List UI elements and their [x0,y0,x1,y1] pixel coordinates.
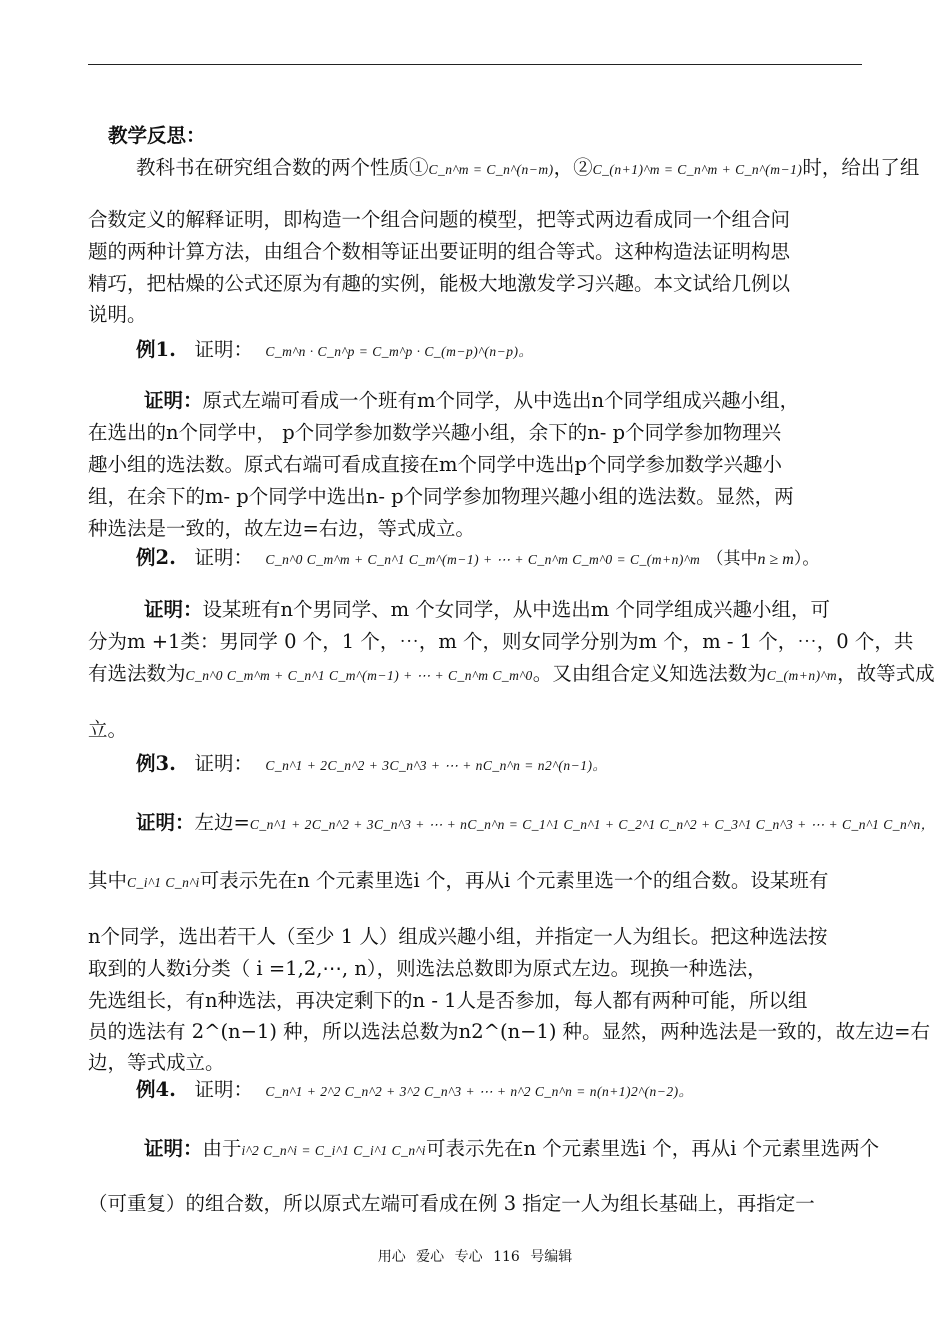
example-1-proof-line-1 [144,389,799,413]
formula: C_i^1 C_n^i [127,875,200,890]
example-3-statement [136,752,607,778]
proof-text: 有选法数为 [88,662,186,685]
condition-close: ）。 [793,549,820,569]
header-rule [88,64,862,65]
formula: C_n^1 + 2^2 C_n^2 + 3^2 C_n^3 + ⋯ + n^2 C_n^n = n(n+1)2^(n−2)。 [265,1084,693,1099]
formula: C_n^0 C_m^m + C_n^1 C_m^(m−1) + ⋯ + C_n^m C_m^0 [185,668,533,683]
example-3-proof-line-4: 取到的人数i分类（ i =1,2,⋯, n），则选法总数即为原式左边。现换一种选法， [88,957,767,980]
formula-property-1: C_n^m = C_n^(n−m) [428,162,554,177]
example-label: 例4. [136,1078,176,1101]
proof-label: 证明： [144,1137,203,1160]
formula: i^2 C_n^i = C_i^1 C_i^1 C_n^i [241,1143,427,1158]
example-1-proof-line-2: 在选出的n个同学中， p个同学参加数学兴趣小组，余下的n- p个同学参加物理兴 [88,421,782,444]
formula: C_m^n · C_n^p = C_m^p · C_(m−p)^(n−p)。 [265,344,533,359]
example-4-proof-line-2: （可重复）的组合数，所以原式左端可看成在例 3 指定一人为组长基础上，再指定一 [88,1192,815,1215]
intro-text: 时，给出了组 [802,156,920,179]
proof-label: 证明： [144,598,203,621]
proof-text: ，故等式成 [837,662,935,685]
example-3-proof-line-3: n个同学，选出若干人（至少 1 人）组成兴趣小组，并指定一人为组长。把这种选法按 [88,925,828,948]
example-4-statement [136,1078,693,1104]
example-1-proof-line-4: 组，在余下的m- p个同学中选出n- p个同学参加物理兴趣小组的选法数。显然，两 [88,485,794,508]
proof-text: 。又由组合定义知选法数为 [532,662,767,685]
formula-property-2: C_(n+1)^m = C_n^m + C_n^(m−1) [592,162,803,177]
proof-label: 证明： [144,389,203,412]
prove-label: 证明： [194,338,253,361]
example-label: 例1. [136,338,176,361]
condition-open: （其中 [706,549,758,569]
formula: C_(m+n)^m [766,668,838,683]
proof-text: 左边= [194,811,250,834]
proof-text: 其中 [88,869,128,892]
prove-label: 证明： [194,752,253,775]
condition-formula: n ≥ m [757,551,794,568]
example-2-proof-line-4: 立。 [88,718,128,741]
intro-line-1 [136,156,919,182]
example-3-proof-line-2 [88,869,828,895]
formula: C_n^0 C_m^m + C_n^1 C_m^(m−1) + ⋯ + C_n^m C_m^0 = C_(m+n)^m [265,552,701,567]
example-1-proof-line-3: 趣小组的选法数。原式右端可看成直接在m个同学中选出p个同学参加数学兴趣小 [88,453,782,476]
proof-text: 设某班有n个男同学、m 个女同学，从中选出m 个同学组成兴趣小组，可 [202,598,830,621]
example-2-proof-line-1 [144,598,830,622]
intro-line-3: 题的两种计算方法，由组合个数相等证出要证明的组合等式。这种构造法证明构思 [88,240,791,263]
example-1-statement [136,338,533,364]
example-4-proof-line-1 [144,1137,879,1163]
section-heading: 教学反思： [108,124,206,147]
intro-line-2: 合数定义的解释证明，即构造一个组合问题的模型，把等式两边看成同一个组合问 [88,208,791,231]
intro-text: 教科书在研究组合数的两个性质① [136,156,429,179]
proof-text: 可表示先在n 个元素里选i 个，再从i 个元素里选一个的组合数。设某班有 [199,869,829,892]
intro-line-5: 说明。 [88,303,147,326]
prove-label: 证明： [194,1078,253,1101]
proof-text: 原式左端可看成一个班有m个同学，从中选出n个同学组成兴趣小组， [202,389,800,412]
example-3-proof-line-1 [136,811,935,837]
example-label: 例3. [136,752,176,775]
example-2-proof-line-2: 分为m +1类：男同学 0 个，1 个，⋯，m 个，则女同学分别为m 个，m - 1 个，⋯，0 个，共 [88,630,914,653]
example-1-proof-line-5: 种选法是一致的，故左边=右边，等式成立。 [88,517,475,540]
proof-label: 证明： [136,811,195,834]
intro-text: ，② [553,156,593,179]
prove-label: 证明： [194,546,253,569]
page-footer: 用心 爱心 专心 116 号编辑 [377,1249,573,1265]
formula: C_n^1 + 2C_n^2 + 3C_n^3 + ⋯ + nC_n^n = C_1^1 C_n^1 + C_2^1 C_n^2 + C_3^1 C_n^3 + ⋯ + C_n^1 C_n^n， [249,817,935,832]
proof-text: 可表示先在n 个元素里选i 个，再从i 个元素里选两个 [426,1137,880,1160]
proof-text: 由于 [202,1137,242,1160]
example-2-statement [136,546,819,572]
example-label: 例2. [136,546,176,569]
intro-line-4: 精巧，把枯燥的公式还原为有趣的实例，能极大地激发学习兴趣。本文试给几例以 [88,272,791,295]
example-3-proof-line-6: 员的选法有 2^(n−1) 种，所以选法总数为n2^(n−1) 种。显然，两种选法是一致的，故左边=右 [88,1020,931,1043]
formula: C_n^1 + 2C_n^2 + 3C_n^3 + ⋯ + nC_n^n = n2^(n−1)。 [265,758,607,773]
example-3-proof-line-5: 先选组长，有n种选法，再决定剩下的n - 1人是否参加，每人都有两种可能，所以组 [88,989,808,1012]
example-3-proof-line-7: 边，等式成立。 [88,1051,225,1074]
example-2-proof-line-3 [88,662,935,688]
